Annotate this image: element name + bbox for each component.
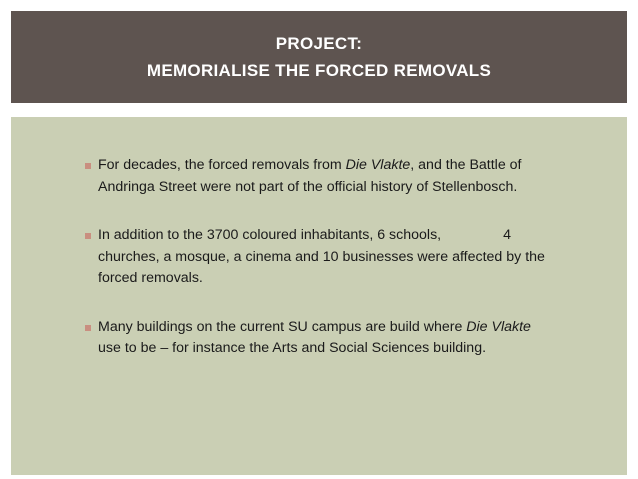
bullet-square-icon xyxy=(85,233,91,239)
bullet-line xyxy=(98,155,582,177)
bullet-item xyxy=(72,155,582,198)
bullet-square-icon xyxy=(85,325,91,331)
bullet-item xyxy=(72,317,582,360)
title-line-2: MEMORIALISE THE FORCED REMOVALS xyxy=(146,61,492,80)
bullet-text: In addition to the 3700 coloured inhabitants, 6 schools, xyxy=(98,227,442,243)
bullet-text: For decades, the forced removals from xyxy=(98,157,346,173)
bullet-item xyxy=(72,225,582,290)
bullet-square-icon xyxy=(85,163,91,169)
bullet-line: Andringa Street were not part of the official history of Stellenbosch. xyxy=(98,178,518,195)
bullet-line: churches, a mosque, a cinema and 10 businesses were affected by the xyxy=(98,248,545,265)
bullet-text: , and the Battle of xyxy=(410,157,522,173)
bullet-text: Many buildings on the current SU campus are build where xyxy=(98,318,467,335)
bullet-line xyxy=(98,225,582,247)
bullet-text-italic: Die Vlakte xyxy=(466,318,531,335)
bullet-line xyxy=(98,317,582,339)
bullet-list xyxy=(72,155,582,360)
title-bar xyxy=(11,11,627,103)
bullet-line: use to be – for instance the Arts and Social Sciences building. xyxy=(98,340,487,356)
bullet-text: 4 xyxy=(503,227,511,243)
title-line-1: PROJECT: xyxy=(275,34,363,53)
bullet-line: forced removals. xyxy=(98,270,203,286)
bullet-text-italic: Die Vlakte xyxy=(345,157,411,173)
